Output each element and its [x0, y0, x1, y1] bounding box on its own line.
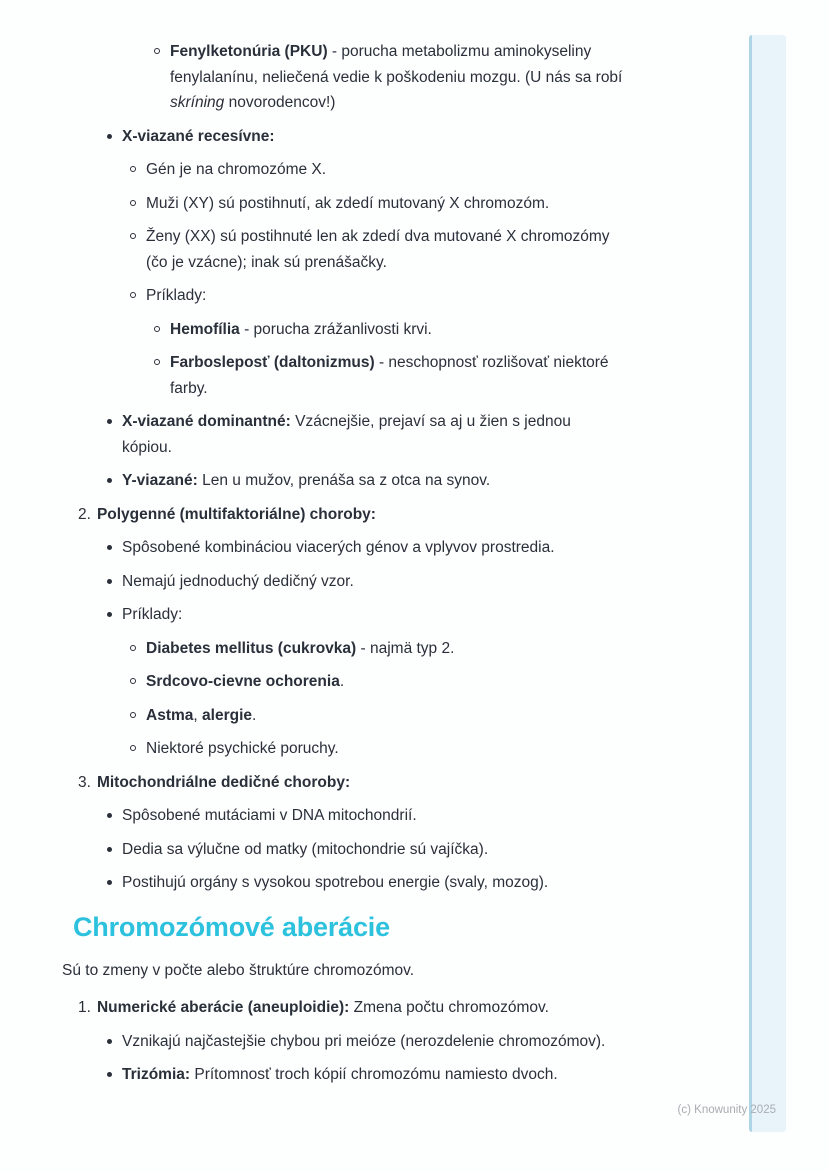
bullet-list-item	[62, 283, 674, 309]
side-highlight-bar	[749, 35, 786, 1132]
bullet-disc-icon	[107, 880, 112, 885]
item-text	[122, 1062, 674, 1088]
text-run: .	[252, 706, 257, 724]
text-run: Ženy (XX) sú postihnuté len ak zdedí dva mutované X chromozómy	[146, 228, 610, 245]
bullet-circle-icon	[154, 359, 160, 365]
item-text	[146, 283, 674, 309]
text-run: Len u mužov, prenáša sa z otca na synov.	[197, 472, 491, 489]
bullet-circle-icon	[130, 712, 136, 718]
item-text	[146, 157, 674, 183]
bullet-list-item	[62, 602, 674, 628]
text-bold: Hemofília	[170, 320, 240, 338]
bullet-disc-icon	[107, 419, 112, 424]
number-label: 3.	[78, 773, 91, 791]
text-run: Spôsobené kombináciou viacerých génov a vplyvov prostredia.	[122, 539, 555, 556]
bullet-list-item	[62, 837, 674, 863]
item-text	[122, 569, 674, 595]
text-run: Prítomnosť troch kópií chromozómu namiesto dvoch.	[190, 1066, 558, 1083]
text-bold: Fenylketonúria (PKU)	[170, 43, 328, 60]
bullet-disc-icon	[107, 847, 112, 852]
item-text	[97, 770, 350, 796]
text-run: novorodencov!)	[224, 94, 336, 111]
bullet-list-item	[62, 1062, 674, 1088]
bullet-circle-icon	[130, 233, 136, 239]
text-bold: Polygenné (multifaktoriálne) choroby:	[96, 505, 376, 523]
bullet-list-item	[62, 669, 674, 695]
bullet-circle-icon	[130, 200, 136, 206]
text-bold: Srdcovo-cievne ochorenia	[146, 673, 340, 690]
text-bold: Astma	[146, 706, 194, 724]
text-bold: X-viazané recesívne:	[122, 127, 275, 145]
text-run: - najmä typ 2.	[356, 639, 455, 657]
number-label: 1.	[78, 999, 91, 1016]
bullet-circle-icon	[130, 645, 136, 651]
bullet-disc-icon	[107, 612, 112, 617]
item-text	[170, 350, 674, 401]
item-text	[146, 636, 674, 662]
text-bold: Numerické aberácie (aneuploidie):	[96, 999, 350, 1016]
text-run: - porucha zrážanlivosti krvi.	[239, 320, 432, 338]
bullet-list-item	[62, 191, 674, 217]
paragraph	[62, 958, 674, 984]
item-text	[122, 124, 674, 150]
bullet-disc-icon	[107, 813, 112, 818]
bullet-disc-icon	[107, 134, 112, 139]
bullet-disc-icon	[107, 478, 112, 483]
bullet-list-item	[62, 736, 674, 762]
text-run: Sú to zmeny v počte alebo štruktúre chromozómov.	[62, 961, 415, 979]
text-bold: Farbosleposť (daltonizmus)	[170, 354, 375, 371]
bullet-disc-icon	[107, 1039, 112, 1044]
bullet-list-item	[62, 703, 674, 729]
bullet-list-item	[62, 803, 674, 829]
text-run: (čo je vzácne); inak sú prenášačky.	[146, 253, 387, 271]
item-text	[122, 602, 674, 628]
numbered-list-item	[62, 770, 674, 796]
text-run: Postihujú orgány s vysokou spotrebou energie (svaly, mozog).	[122, 874, 549, 891]
text-run: Spôsobené mutáciami v DNA mitochondrií.	[122, 807, 417, 824]
numbered-list-item	[62, 502, 674, 528]
bullet-circle-icon	[130, 745, 136, 751]
text-run: Gén je na chromozóme X.	[146, 161, 327, 178]
text-bold: alergie	[202, 706, 252, 724]
text-italic: skríning	[170, 94, 225, 111]
bullet-list-item	[62, 636, 674, 662]
text-run: ,	[193, 706, 203, 724]
text-bold: X-viazané dominantné:	[122, 413, 291, 430]
bullet-disc-icon	[107, 545, 112, 550]
bullet-circle-icon	[154, 326, 160, 332]
item-text	[122, 870, 674, 896]
text-bold: Trizómia:	[122, 1066, 191, 1083]
text-run: - porucha metabolizmu aminokyseliny	[327, 43, 592, 60]
item-text	[146, 736, 674, 762]
item-text	[122, 803, 674, 829]
bullet-list-item	[62, 468, 674, 494]
bullet-list-item	[62, 409, 674, 460]
item-text	[122, 535, 674, 561]
bullet-list-item	[62, 224, 674, 275]
numbered-list-item	[62, 995, 674, 1021]
bullet-disc-icon	[107, 579, 112, 584]
document-content	[62, 39, 674, 1096]
text-run: kópiou.	[122, 438, 172, 456]
text-run: Vzácnejšie, prejaví sa aj u žien s jednou	[290, 413, 571, 430]
bullet-list-item	[62, 569, 674, 595]
item-text	[146, 191, 674, 217]
item-text	[170, 39, 674, 116]
bullet-list-item	[62, 870, 674, 896]
bullet-list-item	[62, 1029, 674, 1055]
item-text	[146, 669, 674, 695]
text-run: farby.	[170, 379, 208, 397]
text-run: Dedia sa výlučne od matky (mitochondrie sú vajíčka).	[122, 840, 489, 858]
text-run: Príklady:	[146, 287, 207, 304]
text-bold: Y-viazané:	[122, 472, 198, 489]
text-bold: Diabetes mellitus (cukrovka)	[146, 639, 357, 657]
item-text	[146, 703, 674, 729]
watermark: (c) Knowunity 2025	[677, 1104, 776, 1116]
item-text	[122, 468, 674, 494]
bullet-disc-icon	[107, 1072, 112, 1077]
item-text	[170, 317, 674, 343]
text-run: - neschopnosť rozlišovať niektoré	[374, 354, 609, 371]
item-text	[97, 995, 549, 1021]
text-run: Vznikajú najčastejšie chybou pri meióze (nerozdelenie chromozómov).	[122, 1032, 606, 1050]
bullet-list-item	[62, 350, 674, 401]
item-text	[146, 224, 674, 275]
section-heading: Chromozómové aberácie	[73, 911, 390, 942]
bullet-circle-icon	[130, 166, 136, 172]
bullet-circle-icon	[154, 48, 160, 54]
bullet-list-item	[62, 157, 674, 183]
text-bold: Mitochondriálne dedičné choroby:	[96, 773, 351, 791]
item-text	[122, 409, 674, 460]
number-label: 2.	[78, 505, 91, 523]
text-run: Príklady:	[122, 606, 183, 623]
bullet-circle-icon	[130, 678, 136, 684]
bullet-list-item	[62, 39, 674, 116]
text-run: .	[339, 673, 345, 690]
bullet-list-item	[62, 535, 674, 561]
text-run: Niektoré psychické poruchy.	[146, 740, 339, 757]
item-text	[122, 837, 674, 863]
item-text	[122, 1029, 674, 1055]
item-text	[97, 502, 376, 528]
text-run: Muži (XY) sú postihnutí, ak zdedí mutovaný X chromozóm.	[146, 194, 550, 212]
bullet-circle-icon	[130, 292, 136, 298]
text-run: Nemajú jednoduchý dedičný vzor.	[122, 572, 354, 590]
text-run: Zmena počtu chromozómov.	[349, 999, 549, 1016]
text-run: fenylalanínu, neliečená vedie k poškodeniu mozgu. (U nás sa robí	[170, 68, 623, 86]
bullet-list-item	[62, 317, 674, 343]
bullet-list-item	[62, 124, 674, 150]
